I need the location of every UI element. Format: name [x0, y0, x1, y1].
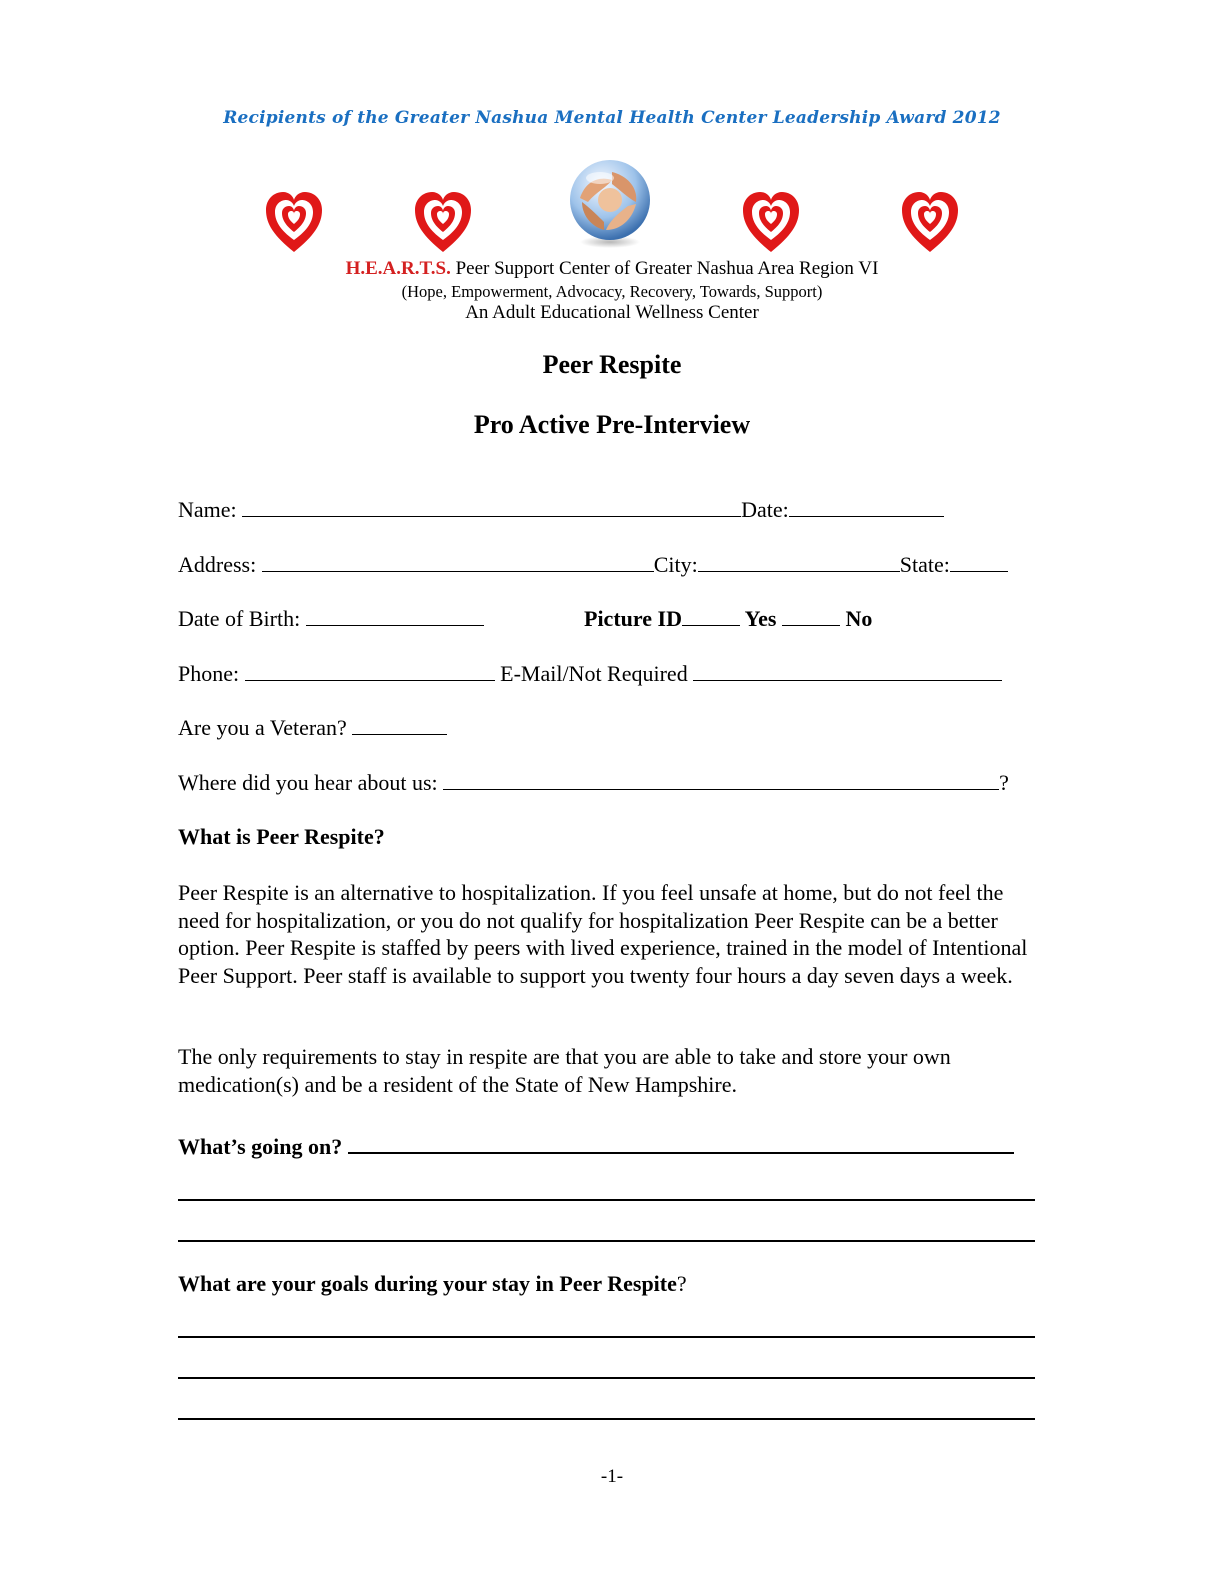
goals-line-3[interactable]	[178, 1418, 1035, 1420]
picture-id-row	[584, 605, 872, 635]
picture-id-yes-field[interactable]	[682, 605, 740, 626]
heart-logo-icon	[741, 190, 801, 256]
heart-logo-icon	[900, 190, 960, 256]
hear-suffix: ?	[999, 770, 1009, 795]
award-banner: Recipients of the Greater Nashua Mental Health Center Leadership Award 2012	[223, 108, 1001, 128]
no-label: No	[845, 606, 873, 631]
state-field[interactable]	[950, 551, 1008, 572]
about-heading: What is Peer Respite?	[178, 824, 385, 849]
hear-row	[178, 769, 1009, 799]
city-label: City:	[653, 552, 698, 577]
org-name-text: Peer Support Center of Greater Nashua Area Region VI	[450, 258, 879, 279]
org-name	[0, 258, 1224, 280]
going-on-line-2[interactable]	[178, 1199, 1035, 1201]
goals-row	[178, 1271, 687, 1301]
dob-row	[178, 605, 484, 635]
address-row	[178, 551, 1008, 581]
address-field[interactable]	[262, 551, 654, 572]
goals-line-2[interactable]	[178, 1377, 1035, 1379]
picture-id-label: Picture ID	[584, 606, 682, 631]
going-on-label: What’s going on?	[178, 1134, 343, 1159]
phone-label: Phone:	[178, 661, 240, 686]
city-field[interactable]	[698, 551, 900, 572]
name-date-row	[178, 496, 944, 526]
goals-label: What are your goals during your stay in Peer Respite	[178, 1271, 677, 1296]
name-field[interactable]	[242, 496, 741, 517]
going-on-field[interactable]	[348, 1132, 1014, 1154]
dob-field[interactable]	[306, 605, 484, 626]
goals-line-1[interactable]	[178, 1336, 1035, 1338]
phone-field[interactable]	[245, 660, 495, 681]
going-on-line-3[interactable]	[178, 1240, 1035, 1242]
date-field[interactable]	[789, 496, 944, 517]
phone-row	[178, 660, 1002, 690]
state-label: State:	[899, 552, 950, 577]
going-on-row	[178, 1132, 1014, 1162]
org-expansion: (Hope, Empowerment, Advocacy, Recovery, Towards, Support)	[401, 282, 823, 301]
yes-label: Yes	[744, 606, 777, 631]
heart-logo-icon	[413, 190, 473, 256]
org-acronym: H.E.A.R.T.S.	[345, 258, 451, 279]
page-subtitle: Pro Active Pre-Interview	[473, 410, 751, 439]
org-tagline: An Adult Educational Wellness Center	[465, 302, 759, 323]
hear-label: Where did you hear about us:	[178, 770, 438, 795]
page-number: -1-	[600, 1466, 624, 1487]
veteran-label: Are you a Veteran?	[178, 715, 347, 740]
page-title: Peer Respite	[542, 350, 682, 379]
about-paragraph-2: The only requirements to stay in respite are that you are able to take and store your own medication(s) and be a resident of the State of New Hampshire.	[178, 1044, 951, 1097]
hear-field[interactable]	[443, 769, 999, 790]
hands-globe-icon	[566, 158, 654, 250]
email-label: E-Mail/Not Required	[500, 661, 688, 686]
about-paragraph-1: Peer Respite is an alternative to hospitalization. If you feel unsafe at home, but do not feel the need for hospitalization, or you do not qualify for hospitalization Peer Respite can be a better option. Peer Respite is staffed by peers with lived experience, trained in the model of Intentional Peer Support. Peer staff is available to support you twenty four hours a day seven days a week.	[178, 880, 1028, 988]
name-label: Name:	[178, 497, 237, 522]
dob-label: Date of Birth:	[178, 606, 301, 631]
heart-logo-icon	[264, 190, 324, 256]
address-label: Address:	[178, 552, 257, 577]
email-field[interactable]	[693, 660, 1002, 681]
goals-suffix: ?	[676, 1271, 687, 1296]
veteran-row	[178, 714, 447, 744]
date-label: Date:	[741, 497, 789, 522]
picture-id-no-field[interactable]	[782, 605, 840, 626]
veteran-field[interactable]	[352, 714, 447, 735]
